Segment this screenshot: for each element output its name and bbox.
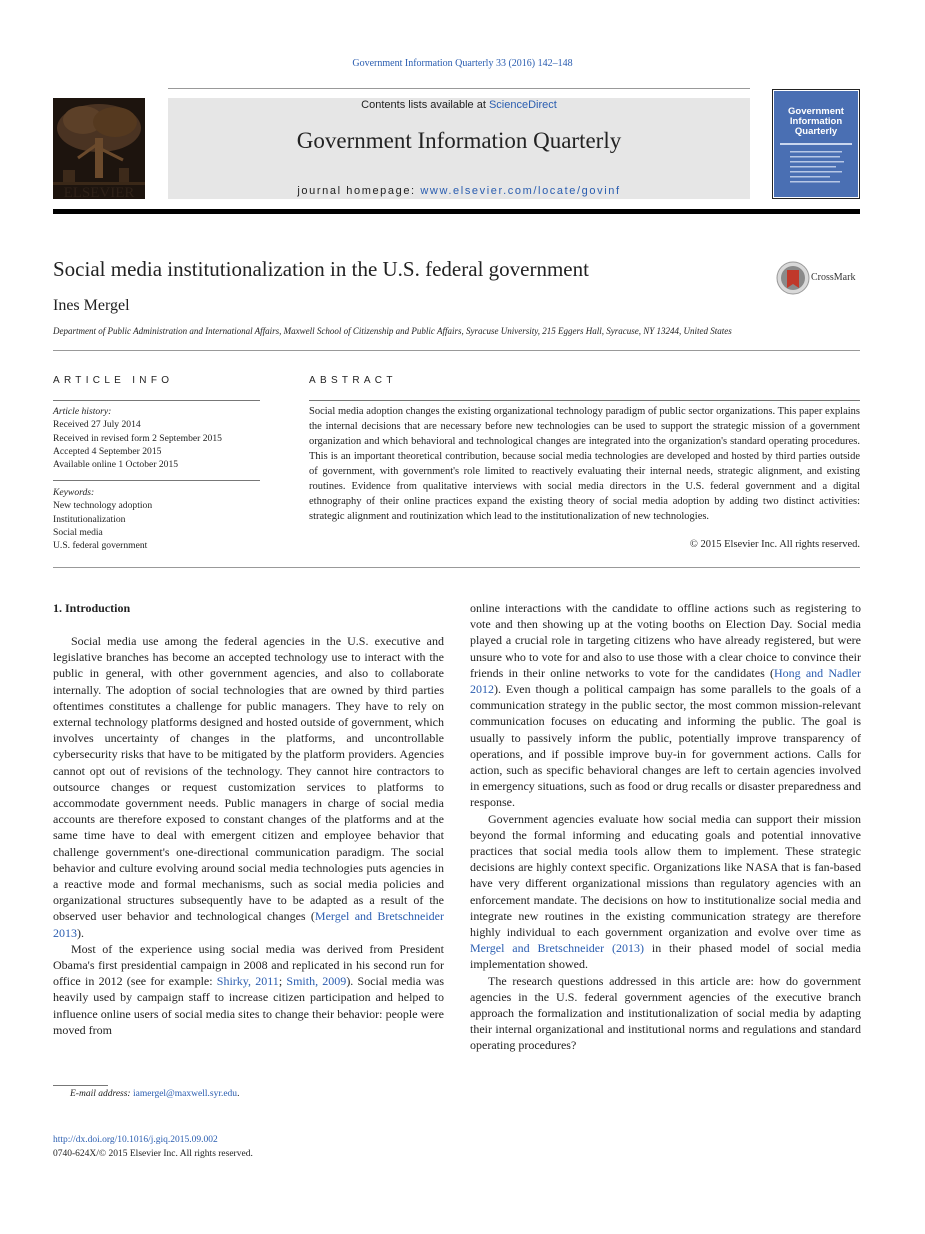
email-link[interactable]: iamergel@maxwell.syr.edu <box>132 1089 238 1099</box>
svg-text:Quarterly: Quarterly <box>794 126 838 137</box>
paragraph-text: ). <box>77 925 84 940</box>
journal-title: Government Information Quarterly <box>296 128 622 153</box>
elsevier-tree-icon <box>53 98 145 199</box>
elsevier-wordmark: ELSEVIER <box>63 185 135 199</box>
article-title: Social media institutionalization in the U.S. federal government <box>53 257 589 281</box>
author-name: Ines Mergel <box>53 297 130 314</box>
keywords-rule <box>53 480 260 481</box>
keyword-item: Institutionalization <box>53 513 126 525</box>
paragraph <box>53 941 444 1038</box>
header-rule <box>168 88 750 89</box>
body-column-left <box>53 633 444 1038</box>
keyword-item: U.S. federal government <box>53 540 148 552</box>
crossmark-badge[interactable] <box>776 261 860 295</box>
keywords-label: Keywords: <box>53 487 95 498</box>
svg-text:Information: Information <box>789 116 843 127</box>
crossmark-label: CrossMark <box>811 272 856 283</box>
body-column-right <box>470 600 861 1054</box>
journal-cover-icon <box>772 89 860 199</box>
paragraph-text: ). Even though a political campaign has some parallels to the goals of a communication strategy in the public sector, the most common mission-relevant communication focuses on educating and informing the public. The goal is usually to passively inform the public, potentially improve transparency of operations, and if possible improve buy-in for government actions. Calls for action, such as specific behavioral changes are left to certain agencies involved in emergency situations, such as food or drug recalls or disaster preparedness and response. <box>470 682 861 810</box>
email-end: . <box>237 1089 240 1099</box>
journal-reference[interactable] <box>0 58 925 69</box>
keyword-item: New technology adoption <box>53 500 153 512</box>
journal-cover-image[interactable] <box>772 89 860 199</box>
article-history <box>53 405 263 471</box>
paragraph-text: ). Social media was heavily used by campaign staff to increase citizen participation and helped to influence online users of social media sites to change their behavior: people were moved from <box>53 974 444 1037</box>
doi-link[interactable]: http://dx.doi.org/10.1016/j.giq.2015.09.002 <box>53 1135 218 1145</box>
history-label: Article history: <box>53 406 112 417</box>
paragraph-text: online interactions with the candidate to offline actions such as registering to vote and then showing up at the voting booths on Election Day. Social media played a crucial role in targeting citizens who have already registered, but were unsure who to vote for and also to use those with a clear choice to convince their friends in their online networks to vote for the candidates ( <box>470 601 861 680</box>
paragraph <box>470 600 861 811</box>
article-info-heading: ARTICLE INFO <box>53 375 174 386</box>
article-info-rule <box>53 400 260 401</box>
citation-link[interactable]: Mergel and Bretschneider (2013) <box>470 941 644 956</box>
section-heading-introduction: 1. Introduction <box>53 601 131 615</box>
abstract-rule <box>309 400 860 401</box>
author-affiliation: Department of Public Administration and International Affairs, Maxwell School of Citizenship and Public Affairs, Syracuse University, 215 Eggers Hall, Syracuse, NY 13244, United States <box>53 326 732 336</box>
keyword-item: Social media <box>53 526 103 538</box>
history-item: Available online 1 October 2015 <box>53 459 179 471</box>
citation-link[interactable]: Smith, 2009 <box>286 974 347 989</box>
keywords <box>53 486 263 552</box>
abstract-heading: ABSTRACT <box>309 375 397 386</box>
paragraph <box>470 811 861 973</box>
abstract-text: Social media adoption changes the existing organizational technology paradigm of public sector organizations. This paper explains the internal decisions that are necessary before new technologies can be used to support the strategic mission of a government organization and which behavioral and technological changes are integrated into the organization's standard operating procedures. This is an important theoretical contribution, because social media technologies are developed and hosted by third parties outside of government, with government's role limited to reactively evaluating their internal needs, strategic alignment, and existing routines. Evidence from qualitative interviews with social media directors in the U.S. federal government and a digital ethnography of their online practices expand the existing theory of social media adoption by adding two distinct activities: strategic alignment and routinization which lead to the institutionalization of new technologies. <box>309 406 860 522</box>
sciencedirect-link[interactable]: ScienceDirect <box>488 99 557 111</box>
citation-link[interactable]: Shirky, 2011 <box>216 974 279 989</box>
contents-line <box>168 99 750 111</box>
paragraph <box>53 633 444 941</box>
history-item: Received 27 July 2014 <box>53 419 141 431</box>
affiliation-rule <box>53 350 860 351</box>
elsevier-logo[interactable] <box>53 98 145 199</box>
paragraph-text: Government agencies evaluate how social media can support their mission beyond the formal informing and educating goals and potential innovative practices that social media tools allow them to implement. These strategic decisions are highly context specific. Organizations like NASA that is fan-based have very different organizational missions than regulatory agencies with an enforcement mandate. The decisions on how to institutionalize social media and integrate new routines in the existing communication strategy are therefore highly individual to each government organization and evolve over time as <box>470 811 861 940</box>
crossmark-icon <box>776 261 812 295</box>
homepage-prefix: journal homepage: <box>297 185 421 197</box>
issn-copyright: 0740-624X/© 2015 Elsevier Inc. All rights reserved. <box>53 1149 253 1159</box>
paragraph: The research questions addressed in this article are: how do government agencies in the U.S. federal government agencies of the executive branch approach the formalization and institutionalization of social media by adapting their internal organizational and institutional norms and regulations and standard operating procedures? <box>470 973 861 1053</box>
abstract-copyright: © 2015 Elsevier Inc. All rights reserved. <box>689 539 860 550</box>
masthead-thick-rule <box>53 209 860 214</box>
history-item: Received in revised form 2 September 2015 <box>53 432 222 444</box>
footnote-rule <box>53 1085 108 1086</box>
paragraph-text: in their phased model of social media implementation showed. <box>470 941 861 972</box>
contents-prefix: Contents lists available at <box>361 99 489 111</box>
homepage-line <box>168 185 750 197</box>
journal-reference-link[interactable]: Government Information Quarterly 33 (2016) 142–148 <box>352 58 573 69</box>
history-item: Accepted 4 September 2015 <box>53 445 162 457</box>
abstract-bottom-rule <box>53 567 860 568</box>
citation-link[interactable]: Hong and Nadler 2012 <box>470 665 861 697</box>
svg-text:Government: Government <box>788 106 844 117</box>
paragraph-text: Social media use among the federal agencies in the U.S. executive and legislative branches has become an accepted technology use to interact with the public in general, with other government agencies, and also to collaborate internally. The adoption of social technologies that are owned by third parties oftentimes constitutes a challenge for public managers. They have to rely on external technology platforms designed and hosted outside of government, which involves uncertainty of changes in the platforms, and uncontrollable cybersecurity risks that have to be mitigated by the platform providers. Agencies cannot opt out of revisions of the technology. They cannot hire contractors to outsource changes or request customization services to platforms to accommodate government needs. Public managers in charge of social media accounts are therefore exposed to constant changes of the platforms and at the same time have to deal with emergent citizen and employee behavior that challenge government's one-directional communication paradigm. The social behavior and culture evolving around social media technologies puts agencies in a reactive mode and formal mechanisms, such as social media policies and organizational structures subsequently have to be adapted as a result of the observed user behavior and technological changes ( <box>53 634 444 924</box>
homepage-link[interactable]: www.elsevier.com/locate/govinf <box>420 185 621 197</box>
email-label: E-mail address: <box>70 1089 133 1099</box>
footnote-email <box>70 1089 239 1099</box>
citation-link[interactable]: Mergel and Bretschneider 2013 <box>53 909 444 940</box>
paragraph-text: ; <box>278 974 287 989</box>
paragraph-text: Most of the experience using social media was derived from President Obama's first presidential campaign in 2008 and replicated in his second run for office in 2012 (see for example: <box>53 941 444 989</box>
